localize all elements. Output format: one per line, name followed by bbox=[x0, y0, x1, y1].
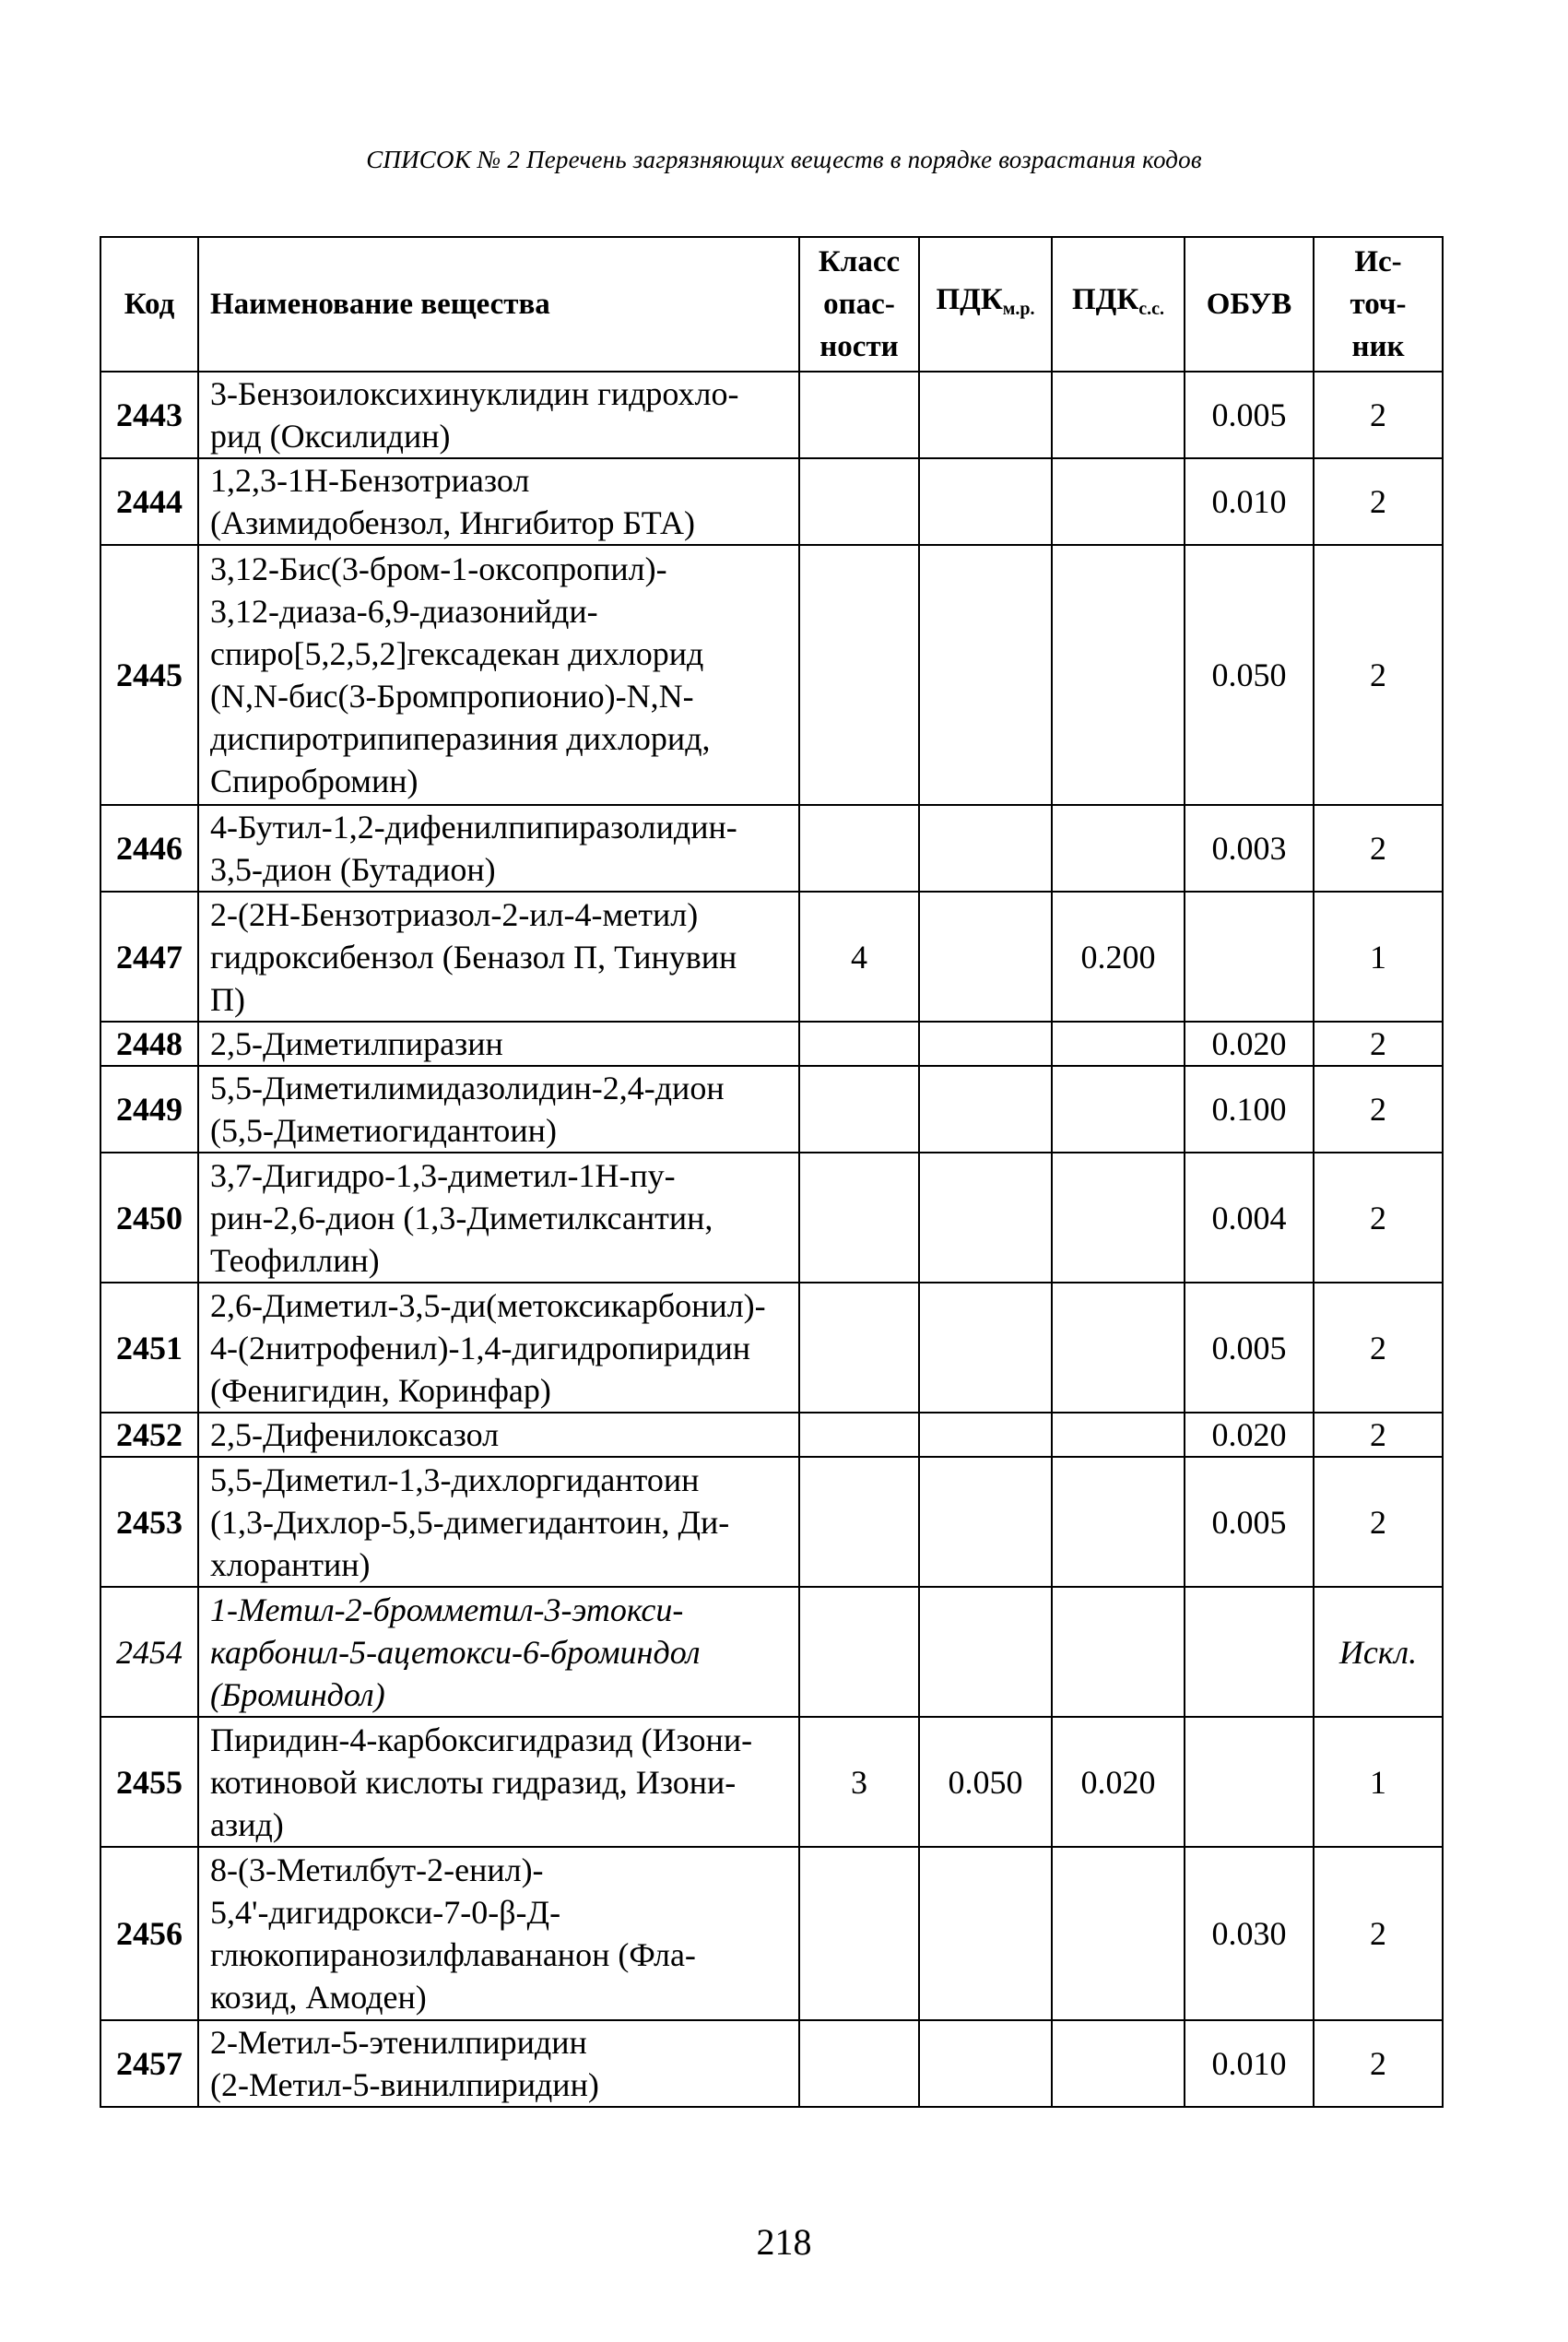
cell-name-line: азид) bbox=[210, 1805, 284, 1843]
cell-name-line: 2-(2Н-Бензотриазол-2-ил-4-метил) bbox=[210, 895, 699, 933]
cell-pdk-mr: 0.050 bbox=[919, 1717, 1052, 1847]
cell-pdk-ss bbox=[1052, 805, 1185, 892]
cell-hazard-class bbox=[799, 1847, 919, 2020]
cell-obuv: 0.100 bbox=[1185, 1066, 1314, 1153]
cell-hazard-class bbox=[799, 372, 919, 458]
table-header-row bbox=[100, 237, 1443, 372]
cell-source: 2 bbox=[1314, 372, 1443, 458]
cell-obuv bbox=[1185, 1717, 1314, 1847]
cell-pdk-ss bbox=[1052, 1066, 1185, 1153]
pdk-mr-main: ПДК bbox=[936, 283, 1003, 316]
table-row bbox=[100, 458, 1443, 545]
cell-hazard-class bbox=[799, 1153, 919, 1283]
cell-name-line: карбонил-5-ацетокси-6-броминдол bbox=[210, 1633, 701, 1671]
cell-pdk-ss bbox=[1052, 1457, 1185, 1587]
cell-name-line: (2-Метил-5-винилпиридин) bbox=[210, 2066, 599, 2103]
page-title: СПИСОК № 2 Перечень загрязняющих веществ в порядке возрастания кодов bbox=[366, 146, 1202, 173]
cell-source: 2 bbox=[1314, 1283, 1443, 1413]
col-header-name: Наименование вещества bbox=[198, 237, 799, 372]
cell-source: 1 bbox=[1314, 1717, 1443, 1847]
cell-obuv: 0.005 bbox=[1185, 372, 1314, 458]
cell-name-line: котиновой кислоты гидразид, Изони- bbox=[210, 1763, 737, 1801]
cell-name-line: Пиридин-4-карбоксигидразид (Изони- bbox=[210, 1721, 753, 1758]
cell-name bbox=[198, 545, 799, 805]
cell-name-line: 4-(2нитрофенил)-1,4-дигидропиридин bbox=[210, 1329, 751, 1366]
cell-code: 2457 bbox=[100, 2020, 198, 2107]
cell-name-line: 5,4'-дигидрокси-7-0-β-Д- bbox=[210, 1894, 561, 1931]
cell-obuv bbox=[1185, 1587, 1314, 1717]
cell-name bbox=[198, 372, 799, 458]
cell-obuv bbox=[1185, 892, 1314, 1022]
cell-pdk-ss bbox=[1052, 1847, 1185, 2020]
cell-code: 2455 bbox=[100, 1717, 198, 1847]
cell-name-line: козид, Амоден) bbox=[210, 1979, 427, 2016]
cell-obuv: 0.020 bbox=[1185, 1022, 1314, 1066]
cell-hazard-class: 4 bbox=[799, 892, 919, 1022]
pdk-ss-sub: с.с. bbox=[1138, 299, 1165, 319]
cell-pdk-mr bbox=[919, 2020, 1052, 2107]
cell-pdk-mr bbox=[919, 892, 1052, 1022]
cell-source: Искл. bbox=[1314, 1587, 1443, 1717]
cell-name-line: 4-Бутил-1,2-дифенилпипиразолидин- bbox=[210, 809, 737, 846]
cell-source: 2 bbox=[1314, 545, 1443, 805]
cell-hazard-class bbox=[799, 1066, 919, 1153]
cell-name-line: 3,7-Дигидро-1,3-диметил-1Н-пу- bbox=[210, 1156, 676, 1194]
cell-code: 2446 bbox=[100, 805, 198, 892]
table-row bbox=[100, 372, 1443, 458]
cell-name-line: диспиротрипиперазиния дихлорид, bbox=[210, 720, 711, 757]
table-row bbox=[100, 1847, 1443, 2020]
cell-name-line: гидроксибензол (Беназол П, Тинувин bbox=[210, 938, 737, 976]
col-header-hazard-line: ности bbox=[819, 330, 899, 363]
cell-name-line: 3-Бензоилоксихинуклидин гидрохло- bbox=[210, 375, 739, 412]
cell-code: 2456 bbox=[100, 1847, 198, 2020]
cell-name bbox=[198, 2020, 799, 2107]
col-header-source-line: точ- bbox=[1350, 288, 1407, 321]
cell-pdk-ss bbox=[1052, 1283, 1185, 1413]
cell-pdk-ss bbox=[1052, 1153, 1185, 1283]
cell-obuv: 0.005 bbox=[1185, 1457, 1314, 1587]
cell-pdk-ss bbox=[1052, 1413, 1185, 1457]
cell-obuv: 0.004 bbox=[1185, 1153, 1314, 1283]
cell-name-line: Теофиллин) bbox=[210, 1241, 380, 1279]
cell-name-line: 2,5-Дифенилоксазол bbox=[210, 1416, 500, 1453]
cell-name bbox=[198, 1413, 799, 1457]
table-row bbox=[100, 1066, 1443, 1153]
cell-name-line: (Фенигидин, Коринфар) bbox=[210, 1371, 551, 1409]
cell-code: 2450 bbox=[100, 1153, 198, 1283]
cell-name-line: 5,5-Диметил-1,3-дихлоргидантоин bbox=[210, 1461, 700, 1498]
cell-source: 2 bbox=[1314, 1413, 1443, 1457]
cell-name-line: П) bbox=[210, 980, 245, 1018]
cell-pdk-mr bbox=[919, 372, 1052, 458]
cell-name bbox=[198, 805, 799, 892]
cell-name-line: рин-2,6-дион (1,3-Диметилксантин, bbox=[210, 1199, 713, 1236]
cell-source: 1 bbox=[1314, 892, 1443, 1022]
cell-name-line: 2,5-Диметилпиразин bbox=[210, 1025, 503, 1062]
cell-name-line: (Броминдол) bbox=[210, 1675, 385, 1713]
cell-name bbox=[198, 1153, 799, 1283]
cell-name-line: (5,5-Диметиогидантоин) bbox=[210, 1112, 557, 1149]
cell-code: 2447 bbox=[100, 892, 198, 1022]
cell-obuv: 0.003 bbox=[1185, 805, 1314, 892]
cell-hazard-class bbox=[799, 2020, 919, 2107]
table-row bbox=[100, 1717, 1443, 1847]
cell-pdk-mr bbox=[919, 1066, 1052, 1153]
col-header-pdk-ss bbox=[1052, 237, 1185, 372]
cell-source: 2 bbox=[1314, 458, 1443, 545]
cell-name-line: глюкопиранозилфлавананон (Фла- bbox=[210, 1936, 696, 1973]
cell-name-line: 2,6-Диметил-3,5-ди(метоксикарбонил)- bbox=[210, 1286, 766, 1324]
col-header-pdk-mr bbox=[919, 237, 1052, 372]
cell-code: 2443 bbox=[100, 372, 198, 458]
cell-name-line: (Азимидобензол, Ингибитор БТА) bbox=[210, 504, 695, 541]
table-row bbox=[100, 1022, 1443, 1066]
cell-name bbox=[198, 458, 799, 545]
cell-code: 2452 bbox=[100, 1413, 198, 1457]
cell-pdk-ss: 0.020 bbox=[1052, 1717, 1185, 1847]
cell-pdk-ss bbox=[1052, 458, 1185, 545]
cell-name bbox=[198, 1283, 799, 1413]
pdk-ss-main: ПДК bbox=[1071, 283, 1139, 316]
table-row bbox=[100, 1283, 1443, 1413]
table-row bbox=[100, 2020, 1443, 2107]
col-header-source-line: Ис- bbox=[1354, 245, 1402, 278]
table-row bbox=[100, 892, 1443, 1022]
cell-obuv: 0.010 bbox=[1185, 2020, 1314, 2107]
cell-name bbox=[198, 1847, 799, 2020]
cell-hazard-class bbox=[799, 545, 919, 805]
cell-code: 2444 bbox=[100, 458, 198, 545]
cell-pdk-mr bbox=[919, 1283, 1052, 1413]
table-row bbox=[100, 805, 1443, 892]
table-row bbox=[100, 1413, 1443, 1457]
cell-obuv: 0.050 bbox=[1185, 545, 1314, 805]
cell-hazard-class bbox=[799, 1587, 919, 1717]
cell-code: 2454 bbox=[100, 1587, 198, 1717]
cell-source: 2 bbox=[1314, 2020, 1443, 2107]
cell-name-line: (1,3-Дихлор-5,5-димегидантоин, Ди- bbox=[210, 1503, 730, 1541]
cell-code: 2448 bbox=[100, 1022, 198, 1066]
cell-name bbox=[198, 1457, 799, 1587]
page-number: 218 bbox=[756, 2221, 812, 2263]
table-row bbox=[100, 1587, 1443, 1717]
cell-name-line: 1,2,3-1Н-Бензотриазол bbox=[210, 462, 530, 499]
col-header-hazard-class bbox=[799, 237, 919, 372]
cell-name-line: рид (Оксилидин) bbox=[210, 418, 451, 455]
cell-name-line: спиро[5,2,5,2]гексадекан дихлорид bbox=[210, 635, 704, 672]
cell-pdk-ss bbox=[1052, 1022, 1185, 1066]
cell-pdk-ss bbox=[1052, 372, 1185, 458]
cell-source: 2 bbox=[1314, 1022, 1443, 1066]
cell-name bbox=[198, 1587, 799, 1717]
cell-obuv: 0.005 bbox=[1185, 1283, 1314, 1413]
col-header-hazard-line: Класс bbox=[818, 245, 901, 278]
cell-pdk-mr bbox=[919, 805, 1052, 892]
col-header-source bbox=[1314, 237, 1443, 372]
cell-pdk-ss bbox=[1052, 1587, 1185, 1717]
cell-name-line: 5,5-Диметилимидазолидин-2,4-дион bbox=[210, 1070, 725, 1106]
table-row bbox=[100, 1457, 1443, 1587]
cell-code: 2449 bbox=[100, 1066, 198, 1153]
col-header-source-line: ник bbox=[1351, 330, 1405, 363]
cell-obuv: 0.010 bbox=[1185, 458, 1314, 545]
table-row bbox=[100, 545, 1443, 805]
cell-name-line: 3,5-дион (Бутадион) bbox=[210, 851, 496, 888]
cell-pdk-mr bbox=[919, 1413, 1052, 1457]
cell-code: 2453 bbox=[100, 1457, 198, 1587]
col-header-hazard-line: опас- bbox=[823, 288, 895, 321]
cell-name-line: 2-Метил-5-этенилпиридин bbox=[210, 2024, 587, 2061]
cell-hazard-class bbox=[799, 1022, 919, 1066]
cell-name-line: 8-(3-Метилбут-2-енил)- bbox=[210, 1851, 544, 1888]
cell-name bbox=[198, 1717, 799, 1847]
cell-hazard-class bbox=[799, 458, 919, 545]
cell-name-line: Спиробромин) bbox=[210, 763, 419, 799]
cell-hazard-class bbox=[799, 1283, 919, 1413]
cell-pdk-mr bbox=[919, 1847, 1052, 2020]
cell-name-line: 1-Метил-2-бромметил-3-этокси- bbox=[210, 1591, 684, 1628]
cell-name bbox=[198, 892, 799, 1022]
cell-name-line: (N,N-бис(3-Бромпропионио)-N,N- bbox=[210, 678, 694, 715]
cell-pdk-mr bbox=[919, 1153, 1052, 1283]
cell-obuv: 0.020 bbox=[1185, 1413, 1314, 1457]
cell-source: 2 bbox=[1314, 1847, 1443, 2020]
cell-pdk-mr bbox=[919, 458, 1052, 545]
cell-pdk-ss bbox=[1052, 545, 1185, 805]
cell-code: 2445 bbox=[100, 545, 198, 805]
cell-name-line: хлорантин) bbox=[210, 1545, 371, 1583]
substances-table bbox=[100, 236, 1444, 2108]
cell-pdk-mr bbox=[919, 1022, 1052, 1066]
cell-obuv: 0.030 bbox=[1185, 1847, 1314, 2020]
cell-source: 2 bbox=[1314, 805, 1443, 892]
cell-hazard-class bbox=[799, 805, 919, 892]
cell-source: 2 bbox=[1314, 1066, 1443, 1153]
cell-pdk-mr bbox=[919, 1587, 1052, 1717]
cell-code: 2451 bbox=[100, 1283, 198, 1413]
cell-pdk-ss: 0.200 bbox=[1052, 892, 1185, 1022]
cell-name bbox=[198, 1022, 799, 1066]
col-header-obuv: ОБУВ bbox=[1185, 237, 1314, 372]
cell-hazard-class bbox=[799, 1413, 919, 1457]
cell-source: 2 bbox=[1314, 1457, 1443, 1587]
cell-hazard-class bbox=[799, 1457, 919, 1587]
col-header-code: Код bbox=[100, 237, 198, 372]
cell-source: 2 bbox=[1314, 1153, 1443, 1283]
cell-pdk-mr bbox=[919, 545, 1052, 805]
cell-pdk-mr bbox=[919, 1457, 1052, 1587]
cell-name bbox=[198, 1066, 799, 1153]
pdk-mr-sub: м.р. bbox=[1002, 299, 1035, 319]
cell-name-line: 3,12-Бис(3-бром-1-оксопропил)- bbox=[210, 550, 667, 587]
table-row bbox=[100, 1153, 1443, 1283]
cell-hazard-class: 3 bbox=[799, 1717, 919, 1847]
cell-name-line: 3,12-диаза-6,9-диазонийди- bbox=[210, 593, 598, 630]
cell-pdk-ss bbox=[1052, 2020, 1185, 2107]
